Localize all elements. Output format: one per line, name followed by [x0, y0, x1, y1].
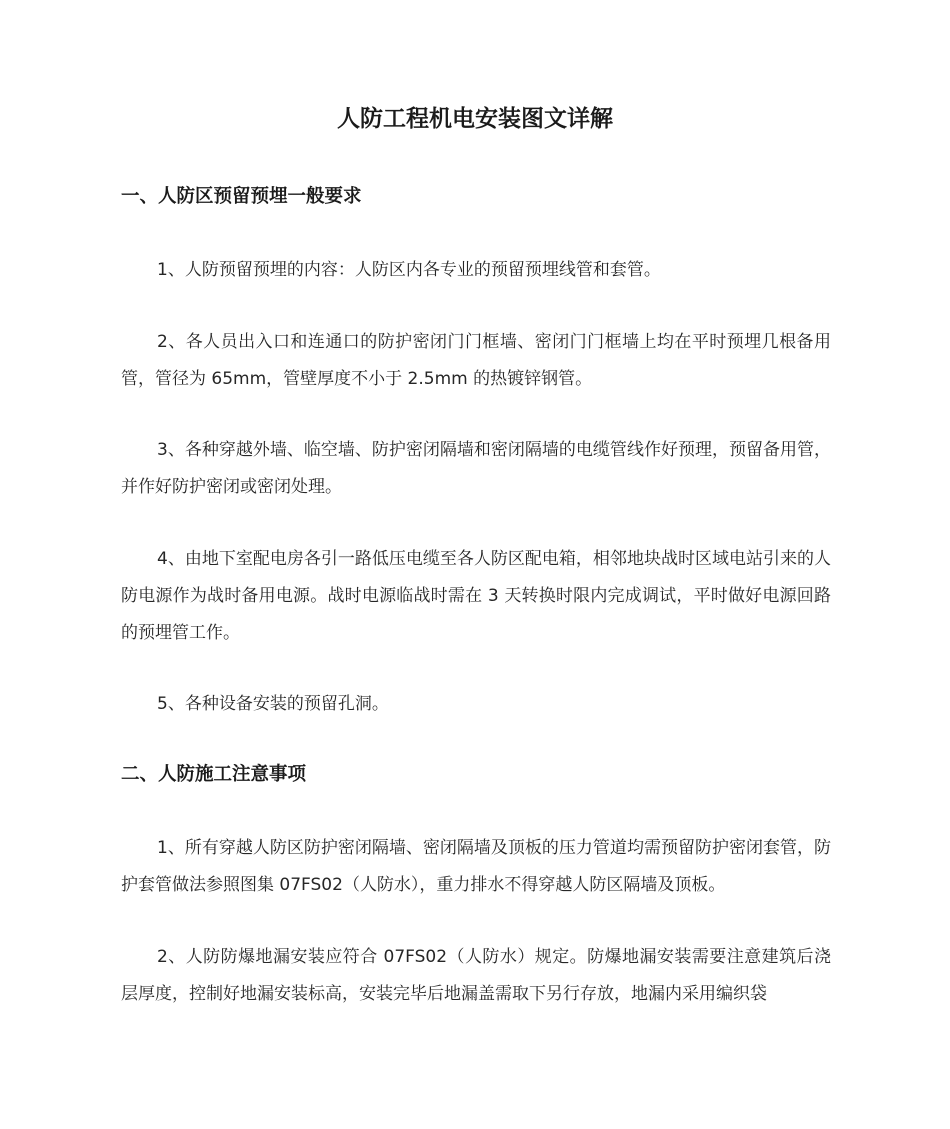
section-2-paragraph-2: 2、人防防爆地漏安装应符合 07FS02（人防水）规定。防爆地漏安装需要注意建筑后浇层厚度，控制好地漏安装标高，安装完毕后地漏盖需取下另行存放，地漏内采用编织袋 — [121, 947, 831, 1004]
document-title: 人防工程机电安装图文详解 — [337, 106, 613, 132]
section-1-paragraph-3: 3、各种穿越外墙、临空墙、防护密闭隔墙和密闭隔墙的电缆管线作好预理，预留备用管，并作好防护密闭或密闭处理。 — [121, 440, 831, 497]
section-2-paragraph-1: 1、所有穿越人防区防护密闭隔墙、密闭隔墙及顶板的压力管道均需预留防护密闭套管，防护套管做法参照图集 07FS02（人防水），重力排水不得穿越人防区隔墙及顶板。 — [121, 838, 831, 895]
section-1-paragraph-5: 5、各种设备安装的预留孔洞。 — [157, 694, 389, 714]
section-1-paragraph-2: 2、各人员出入口和连通口的防护密闭门门框墙、密闭门门框墙上均在平时预埋几根备用管，管径为 65mm，管壁厚度不小于 2.5mm 的热镀锌钢管。 — [121, 332, 831, 389]
section-1-paragraph-4: 4、由地下室配电房各引一路低压电缆至各人防区配电箱，相邻地块战时区域电站引来的人防电源作为战时备用电源。战时电源临战时需在 3 天转换时限内完成调试，平时做好电源回路的预埋管工作。 — [121, 549, 831, 643]
section-heading-1: 一、人防区预留预埋一般要求 — [121, 186, 362, 207]
section-heading-2: 二、人防施工注意事项 — [121, 764, 307, 785]
section-1-paragraph-1: 1、人防预留预埋的内容：人防区内各专业的预留预埋线管和套管。 — [157, 260, 661, 280]
